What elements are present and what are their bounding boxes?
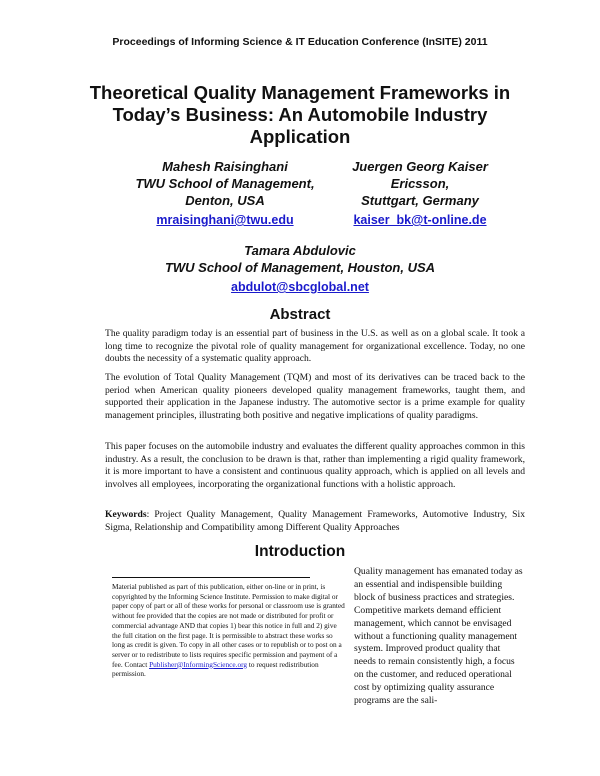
author-name: Juergen Georg Kaiser	[352, 159, 488, 174]
author-email-1[interactable]	[105, 211, 345, 229]
author-affiliation: TWU School of Management, Houston, USA	[164, 260, 436, 275]
keywords-text: : Project Quality Management, Quality Management Frameworks, Automotive Industry, Six Sigma, Relationship and Compatibility among Different Quality Approaches	[105, 509, 525, 533]
footnote-text: Material published as part of this publication, either on-line or in print, is copyrighted by the Informing Science Institute. Permission to make digital or paper copy of part or all of these works for personal or classroom use is granted without fee provided that the copies are not made or distributed for profit or commercial advantage AND that copies 1) bear this notice in full and 2) give the full citation on the first page. It is permissible to abstract these works so long as credit is given. To copy in all other cases or to republish or to post on a server or to redistribute to lists requires specific permission and payment of a fee. Contact	[112, 582, 345, 669]
introduction-text: Quality management has emanated today as an essential and indispensible building block of business practices and strategies. Competitive markets demand efficient management, which cannot be envisaged without a functioning quality management system. Improved product quality that needs to remain consistently high, a focus on the customer, and reduced operational cost by optimizing quality assurance programs are the sali-	[354, 566, 523, 707]
abstract-paragraph: The evolution of Total Quality Management (TQM) and most of its derivatives can be traced back to the period when American quality pioneers developed quality management frameworks, taught them, and supported their application in the Japanese industry. The automotive sector is a prime example for quality management principles, illustrating both positive and negative implications of quality paradigms.	[105, 372, 525, 421]
abstract-heading: Abstract	[269, 306, 331, 323]
email-link[interactable]: abdulot@sbcglobal.net	[231, 280, 369, 294]
author-affiliation: TWU School of Management,	[135, 176, 315, 191]
footnote-divider	[112, 577, 310, 578]
publisher-email-link[interactable]: Publisher@InformingScience.org	[149, 659, 248, 669]
copyright-footnote	[112, 582, 347, 679]
abstract-paragraph: This paper focuses on the automobile industry and evaluates the different quality approaches common in this industry. As a result, the conclusion to be drawn is that, rather than implementing a rigid quality framework, it is more important to have a consistent and continuous quality approach, which is applied on all levels and involves all employees, incorporating the organizational functions with a holistic approach.	[105, 441, 525, 490]
email-link[interactable]: mraisinghani@twu.edu	[156, 213, 294, 227]
author-block-1	[105, 158, 345, 209]
introduction-heading: Introduction	[254, 543, 346, 560]
keywords-label: Keywords	[105, 509, 147, 520]
footnote-text: to request redistribution permission.	[112, 659, 319, 679]
author-affiliation: Ericsson,	[390, 176, 450, 191]
conference-header: Proceedings of Informing Science & IT Education Conference (InSITE) 2011	[112, 36, 488, 48]
abstract-paragraph: The quality paradigm today is an essential part of business in the U.S. as well as on a global scale. It took a long time to recognize the pivotal role of quality management for organizational excellence. Today, no one doubts the necessity of a systematic quality approach.	[105, 328, 525, 365]
author-block-2	[330, 158, 510, 209]
author-name: Tamara Abdulovic	[244, 243, 356, 258]
paper-title: Theoretical Quality Management Frameworks in Today’s Business: An Automobile Industry Application	[89, 82, 511, 147]
email-link[interactable]: kaiser_bk@t-online.de	[353, 213, 487, 227]
author-email-2[interactable]	[330, 211, 510, 229]
author-affiliation: Stuttgart, Germany	[361, 193, 479, 208]
author-name: Mahesh Raisinghani	[162, 159, 288, 174]
author-block-3	[100, 242, 500, 276]
author-affiliation: Denton, USA	[185, 193, 265, 208]
keywords	[105, 509, 525, 534]
author-email-3[interactable]	[100, 278, 500, 296]
